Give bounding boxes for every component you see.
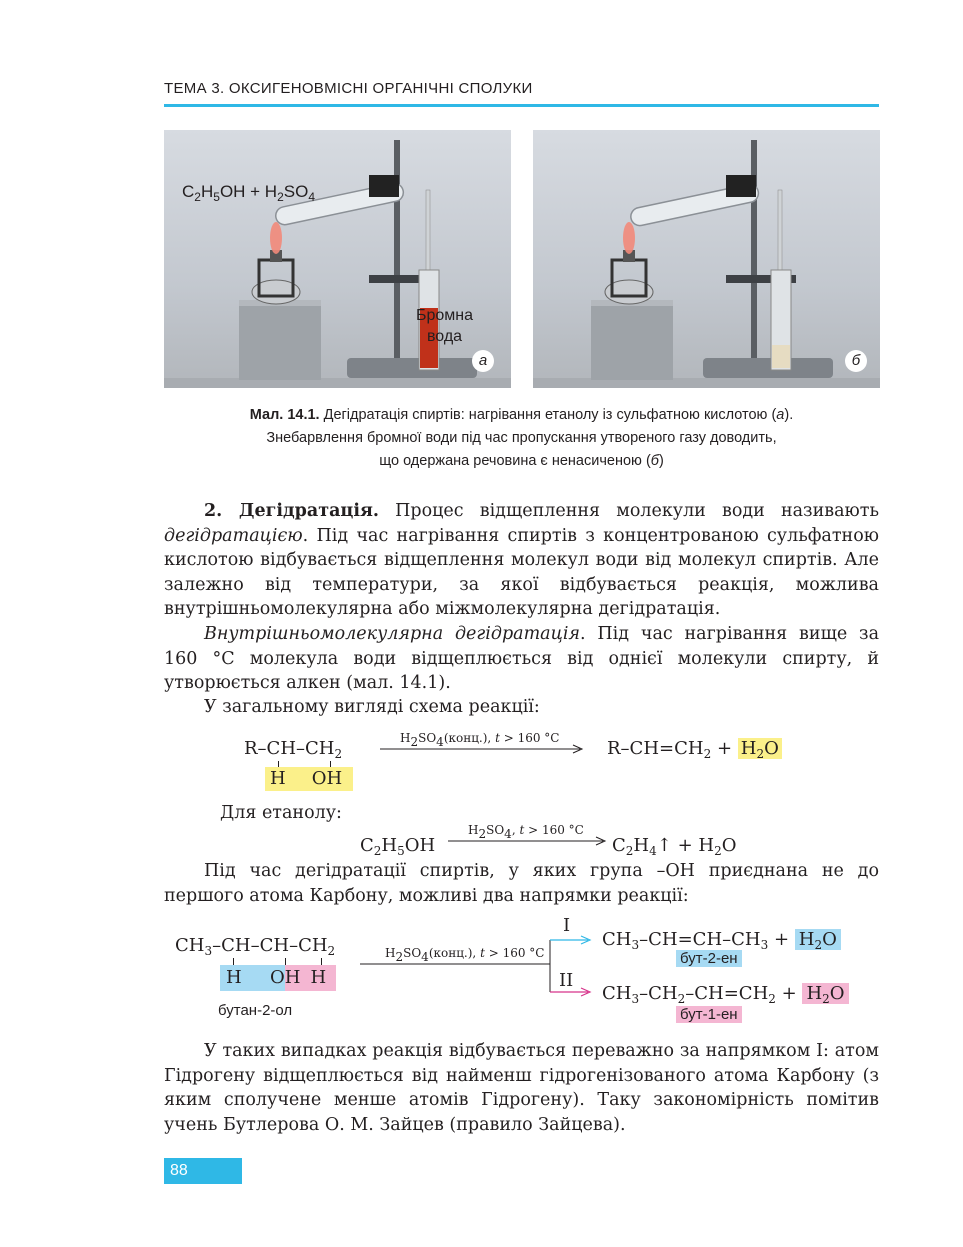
h1-highlight: H xyxy=(220,965,266,991)
scheme1-condition: $H_2SO_4(конц.)$, t > 160 °С xyxy=(400,731,560,749)
route-i-label: I xyxy=(563,915,571,936)
product1-water: $H_2O$ xyxy=(795,929,841,950)
butan-2-ol-label: бутан-2-ол xyxy=(218,1002,293,1019)
h2-highlight: H xyxy=(304,965,336,991)
scheme2-reactant: $C_2H_5OH$ xyxy=(360,835,436,858)
page-number: 88 xyxy=(164,1158,242,1184)
paragraph-dehydration: 2. Дегідратація. Процес відщеплення молекули води називають дегідратацією. Під час нагрівання спиртів з концентрованою сульфатною кислотою відбувається відщеплення молекул води від молекул спиртів. Але залежно від температури, за якої відбувається реакція, можлива внутрішньомолекулярна або міжмолекулярна дегідратація. xyxy=(164,501,879,619)
photo-b xyxy=(533,130,880,388)
scheme3-product1: $CH_3-CH=CH-CH_3 + H_2O$ xyxy=(602,929,841,950)
paragraph-for-ethanol: Для етанолу: xyxy=(220,803,342,823)
scheme1-h-oh-highlight: H OH xyxy=(265,767,353,791)
scheme3-reactant: $CH_3-CH-CH-CH_2$ xyxy=(175,935,336,958)
scheme3-substituents xyxy=(220,965,336,991)
product2-water: $H_2O$ xyxy=(802,983,848,1004)
paragraph-intramolecular: Внутрішньомолекулярна дегідратація. Під час нагрівання вище за 160 °С молекула води відщеплюється від однієї молекули спирту, й утворюється алкен (мал. 14.1). xyxy=(164,624,879,693)
scheme1-arrow xyxy=(380,744,585,754)
but-1-ene-label: бут-1-ен xyxy=(676,1006,742,1023)
header-rule xyxy=(164,104,879,107)
scheme2-arrow xyxy=(448,836,608,846)
formula-label: $C_2H_5OH + H_2SO_4$ xyxy=(182,182,316,204)
scheme1-water: $H_2O$ xyxy=(738,738,782,759)
paragraph-two-directions: Під час дегідратації спиртів, у яких група –ОН приєднана не до першого атома Карбону, можливі два напрямки реакції: xyxy=(164,861,879,906)
scheme3-branch-arrows xyxy=(360,930,595,1002)
bromine-water-label: Бромна вода xyxy=(416,307,474,345)
running-header: ТЕМА 3. ОКСИГЕНОВМІСНІ ОРГАНІЧНІ СПОЛУКИ xyxy=(164,80,533,97)
scheme2-product: $C_2H_4↑ + H_2O$ xyxy=(612,835,737,858)
photo-badge-a: а xyxy=(472,350,494,372)
apparatus-a-illustration xyxy=(164,130,511,388)
route-ii-label: II xyxy=(559,970,574,991)
photo-badge-b: б xyxy=(845,350,867,372)
scheme3-product2: $CH_3-CH_2-CH=CH_2 + H_2O$ xyxy=(602,983,849,1004)
scheme2-condition: $H_2SO_4$, t > 160 °С xyxy=(468,823,584,841)
scheme1-reactant: $R-CH-CH_2$ xyxy=(244,738,343,761)
paragraph-zaitsev-rule: У таких випадках реакція відбувається переважно за напрямком І: атом Гідрогену відщеплюється від найменш гідрогенізованого атома Карбону (з яким сполучене менше атомів Гідрогену). Таку закономірність помітив учень Бутлерова О. М. Зайцев (правило Зайцева). xyxy=(164,1041,879,1135)
apparatus-b-illustration xyxy=(533,130,880,388)
photo-a xyxy=(164,130,511,388)
paragraph-general-scheme: У загальному вигляді схема реакції: xyxy=(204,697,540,717)
but-2-ene-label: бут-2-ен xyxy=(676,950,742,967)
oh-highlight: OH xyxy=(266,965,304,991)
scheme1-product: $R-CH=CH_2 + H_2O$ xyxy=(607,738,782,759)
scheme3-condition: $H_2SO_4(конц.)$, t > 160 °С xyxy=(385,946,545,964)
figure-caption: Мал. 14.1. Дегідратація спиртів: нагрівання етанолу із сульфатною кислотою (а). Знебарвлення бромної води під час пропускання утвореного газу доводить, що одержана речовина є ненасиченою (б) xyxy=(249,407,794,469)
